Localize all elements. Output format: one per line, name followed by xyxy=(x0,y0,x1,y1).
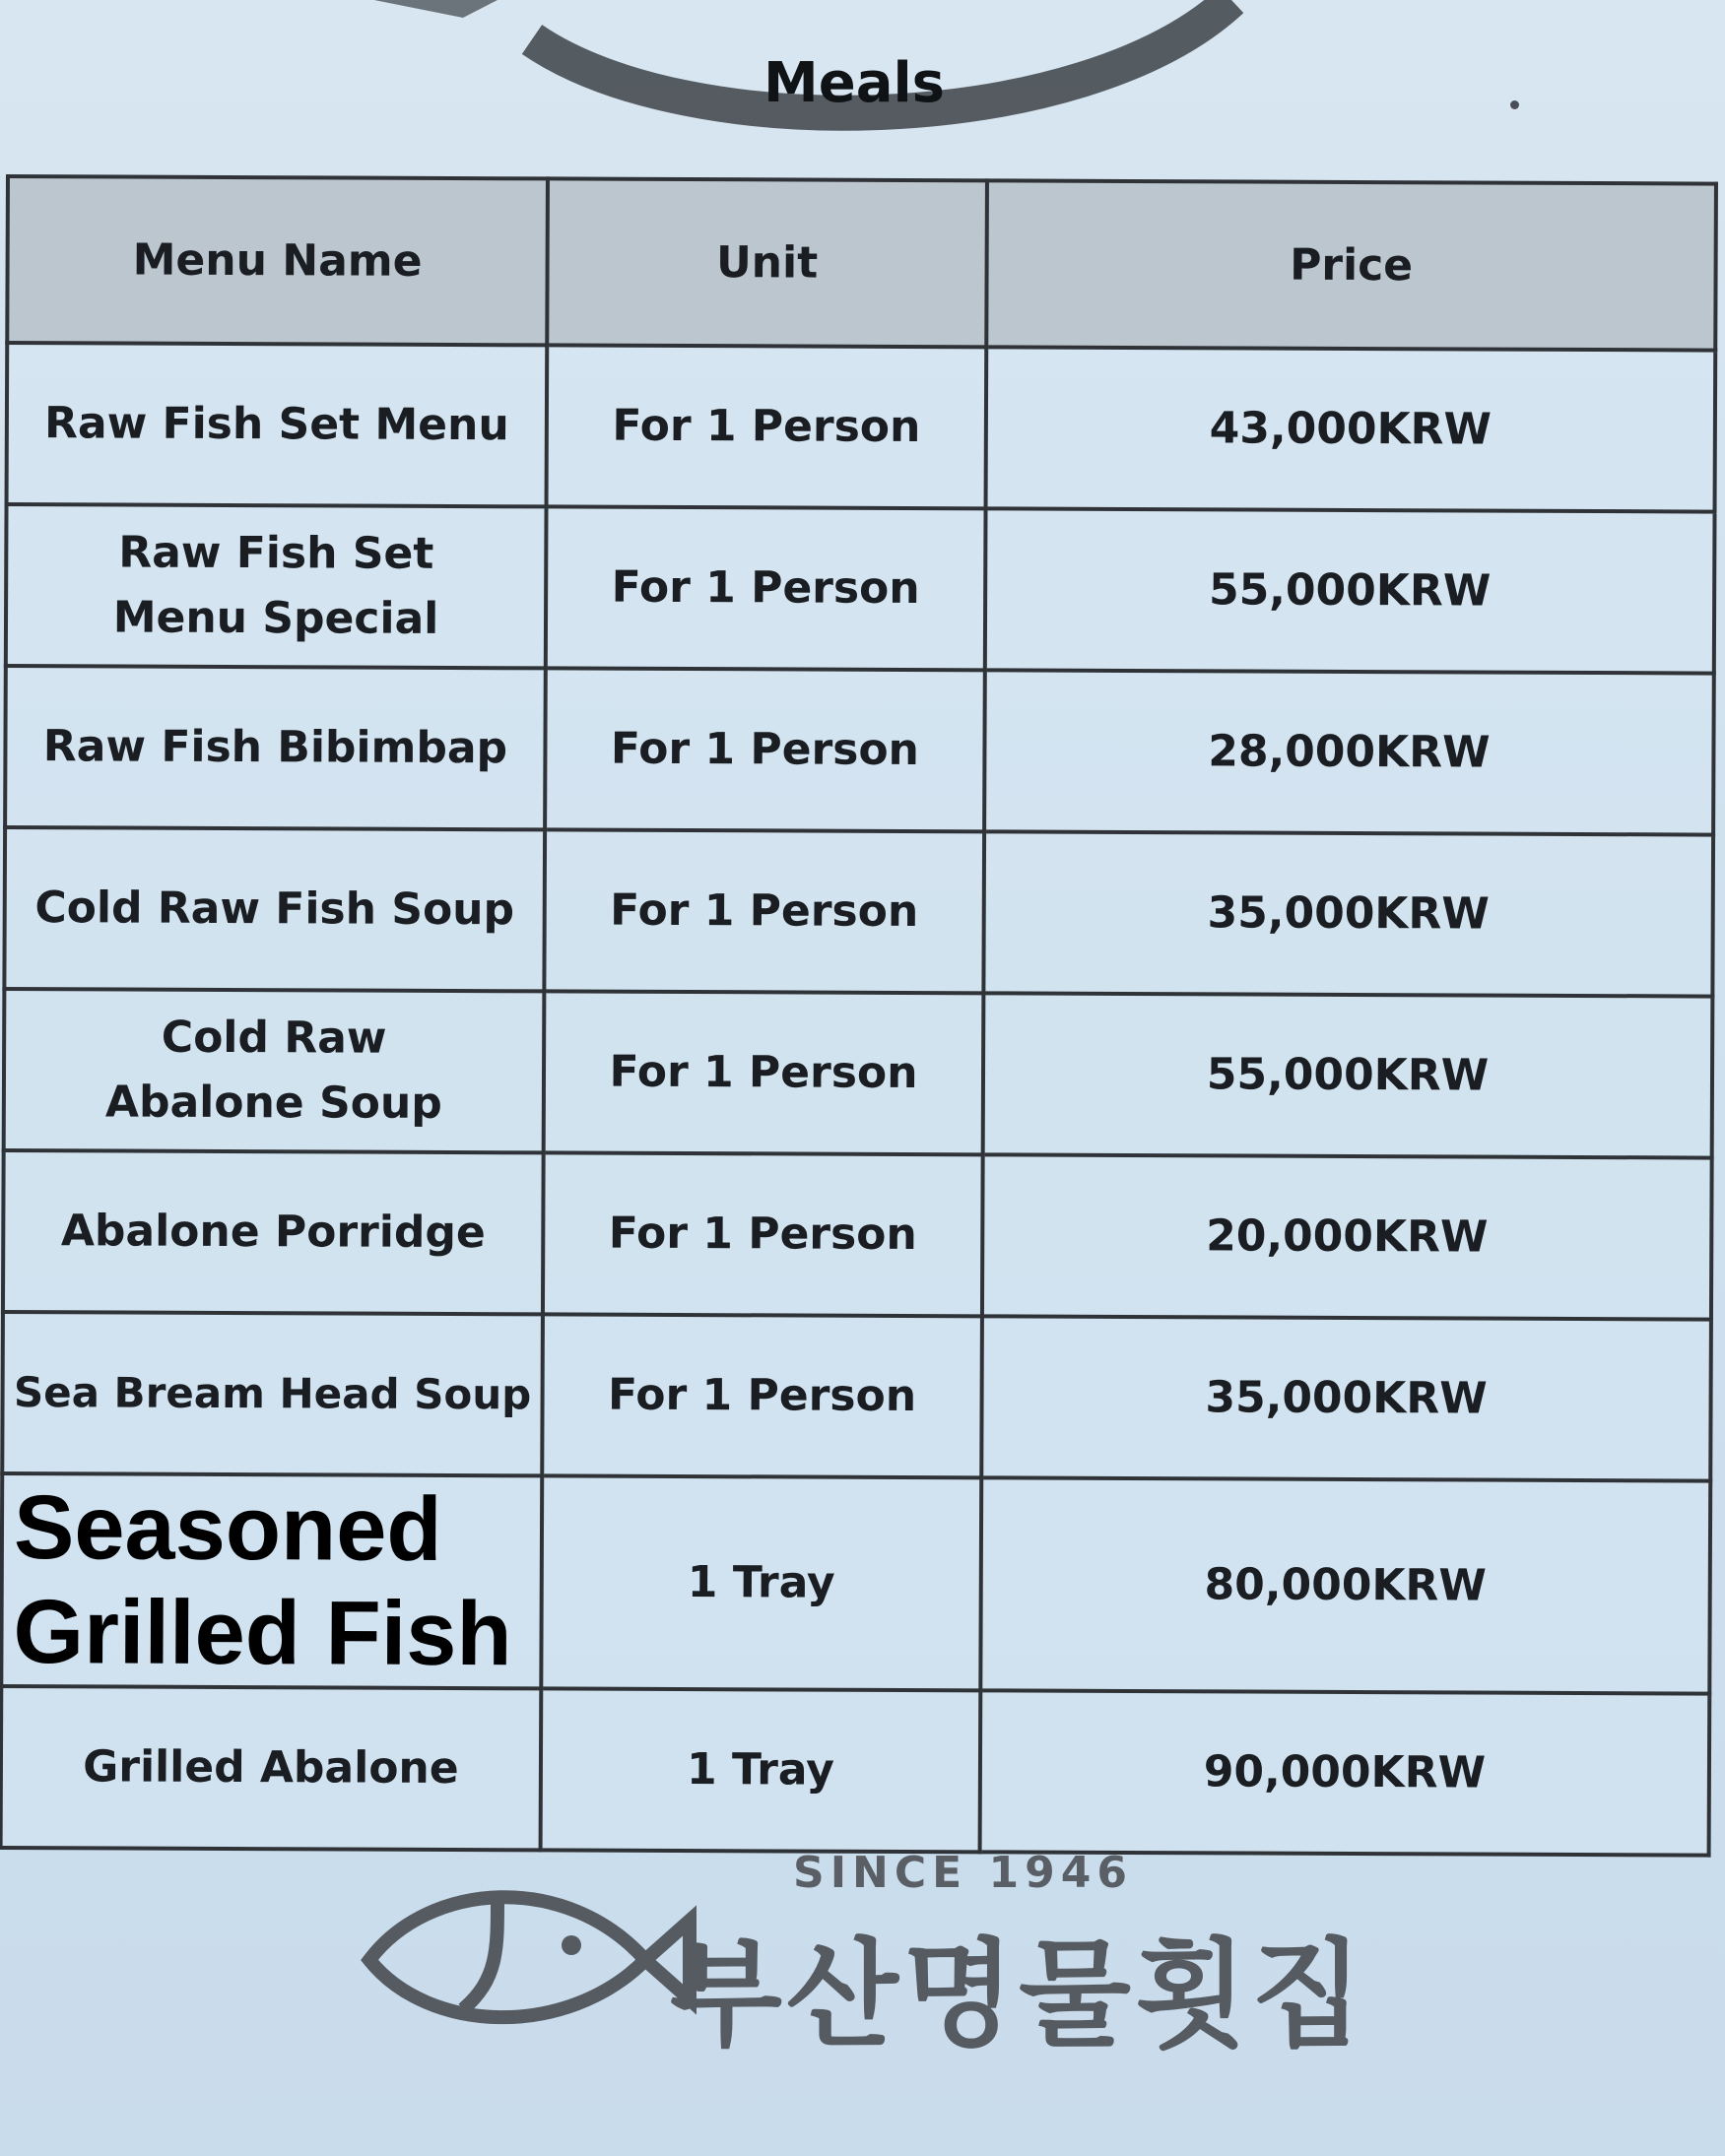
header-row xyxy=(7,176,1716,351)
unit-cell: For 1 Person xyxy=(545,668,985,831)
price-cell: 90,000KRW xyxy=(980,1690,1710,1855)
table-row xyxy=(3,1150,1712,1320)
price-cell: 35,000KRW xyxy=(983,831,1713,996)
column-header-unit: Unit xyxy=(547,178,987,347)
speck xyxy=(1510,100,1519,109)
menu-name-cell: Raw Fish Bibimbap xyxy=(5,666,546,829)
unit-cell: For 1 Person xyxy=(543,1152,983,1316)
column-header-menu-name: Menu Name xyxy=(7,176,548,345)
menu-name-cell: Sea Bream Head Soup xyxy=(2,1312,543,1475)
table-row xyxy=(1,1686,1710,1856)
price-cell: 43,000KRW xyxy=(986,347,1716,511)
unit-cell: For 1 Person xyxy=(542,1314,982,1477)
price-cell: 35,000KRW xyxy=(981,1316,1711,1480)
restaurant-name: 부산명물횟집 xyxy=(670,1927,1367,2062)
table-row xyxy=(6,504,1715,674)
table-row xyxy=(2,1312,1711,1481)
menu-name-cell: Raw Fish Set Menu xyxy=(7,343,548,506)
unit-cell: For 1 Person xyxy=(544,991,984,1154)
column-header-price: Price xyxy=(986,180,1716,350)
since-year-label: SINCE 1946 xyxy=(793,1848,1134,1898)
price-cell: 55,000KRW xyxy=(985,508,1715,673)
unit-cell: 1 Tray xyxy=(541,1475,981,1690)
table-row xyxy=(7,343,1716,512)
table-row xyxy=(5,666,1714,835)
menu-name-cell: Grilled Abalone xyxy=(1,1686,542,1850)
price-cell: 28,000KRW xyxy=(984,670,1714,834)
price-cell: 80,000KRW xyxy=(980,1477,1710,1693)
table-row xyxy=(4,827,1713,997)
menu-name-cell-overlay: Seasoned Grilled Fish xyxy=(1,1473,542,1688)
price-cell: 20,000KRW xyxy=(982,1154,1712,1319)
table-row xyxy=(1,1473,1710,1694)
price-cell: 55,000KRW xyxy=(983,993,1713,1157)
menu-table xyxy=(0,174,1718,1858)
unit-cell: For 1 Person xyxy=(546,506,986,670)
page-title: Meals xyxy=(763,51,946,115)
table-row xyxy=(4,989,1713,1158)
menu-name-cell: Abalone Porridge xyxy=(3,1150,544,1314)
menu-name-cell: Cold Raw Abalone Soup xyxy=(4,989,545,1152)
menu-name-cell: Cold Raw Fish Soup xyxy=(4,827,545,991)
unit-cell: For 1 Person xyxy=(547,345,987,508)
unit-cell: 1 Tray xyxy=(541,1688,981,1852)
menu-name-cell: Raw Fish Set Menu Special xyxy=(6,504,547,668)
unit-cell: For 1 Person xyxy=(544,829,984,993)
